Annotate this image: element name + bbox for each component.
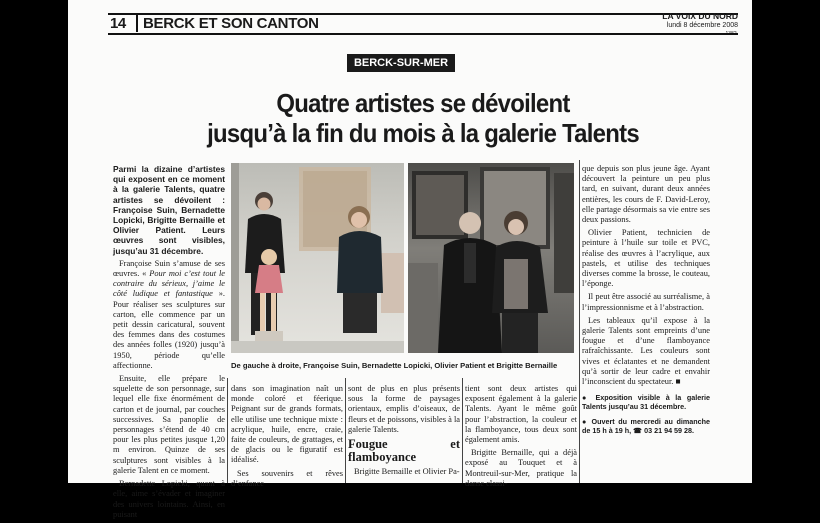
paragraph: Françoise Suin s’amuse de ses œuvres. « Pour moi c’est tout le contraire du sérieux, j’aime le côté ludique et fantastique ». Pour réaliser ses sculptures sur carton, elle commence par un petit dessin caricatural, souvent des femmes dans des costumes des années folles (1920) jusqu’à 1950, période qu’elle affectionne. <box>113 258 225 370</box>
paragraph: Ses souvenirs et rêves d’enfance <box>231 468 343 488</box>
header-bottom-rule <box>108 33 738 35</box>
article-kicker: BERCK-SUR-MER <box>347 54 455 72</box>
headline-line-2: jusqu’à la fin du mois à la galerie Talents <box>207 118 639 148</box>
photo-artists-right <box>408 163 574 353</box>
section-title: BERCK ET SON CANTON <box>143 15 319 32</box>
subheading: Fougue et flamboyance <box>348 437 460 465</box>
paragraph: sont de plus en plus présents sous la forme de paysages orientaux, emplis d’oiseaux, de fleurs et de poissons, visibles à la galerie Talents. <box>348 384 460 434</box>
paragraph: Brigitte Bernaille, qui a déjà exposé au Touquet et à Montreuil-sur-Mer, pratique la danse classi- <box>465 448 577 488</box>
column-rule <box>345 378 346 483</box>
article-column-1 <box>113 164 225 523</box>
article-lede: Parmi la dizaine d’artistes qui exposent en ce moment à la galerie Talents, quatre artistes se dévoilent : Françoise Suin, Bernadette Lopicki, Brigitte Bernaille et Olivier Patient. Leurs œuvres sont visibles, jusqu’au 31 décembre. <box>113 164 225 256</box>
article-column-2 <box>231 384 343 492</box>
paragraph: Les tableaux qu’il expose à la galerie Talents sont empreints d’une fougue et d’une flamboyance rafraîchissante. Les couleurs sont vives et éclatantes et ne demandent qu’à sortir de leur cadre et envahir l’inconscient du spectateur. ■ <box>582 315 710 387</box>
article-column-3 <box>348 384 460 480</box>
column-rule <box>579 160 580 483</box>
issue-date: lundi 8 décembre 2008 <box>666 22 738 29</box>
paragraph: que depuis son plus jeune âge. Ayant découvert la peinture un peu plus tard, en suivant, durant deux années entières, les cours de F. David-Leroy, elle partage désormais sa vie entre ses deux passions. <box>582 164 710 225</box>
page-number: 14 <box>110 15 126 32</box>
paragraph: Olivier Patient, technicien de peinture à l’huile sur toile et PVC, réalise des œuvres à l’acrylique, aux pastels, et utilise des techniques diverses comme la brosse, le couteau, l’éponge. <box>582 228 710 289</box>
column-rule <box>227 378 228 483</box>
paragraph: tient sont deux artistes qui exposent également à la galerie Talents. Ayant le même goût pour l’abstraction, la couleur et la flamboyance, tous deux sont également amis. <box>465 384 577 445</box>
article-column-5 <box>582 164 710 438</box>
article-column-4 <box>465 384 577 492</box>
newspaper-page <box>68 0 752 519</box>
paragraph: Il peut être associé au surréalisme, à l’impressionnisme et à l’abstraction. <box>582 292 710 312</box>
artist-quote: Pour moi c’est tout le contraire du sérieux, j’aime le côté ludique et fantastique <box>113 269 225 299</box>
photo-caption: De gauche à droite, Françoise Suin, Bernadette Lopicki, Olivier Patient et Brigitte Bernaille <box>231 361 558 370</box>
paragraph: Brigitte Bernaille et Olivier Pa- <box>354 467 460 477</box>
opening-hours-info: ● Ouvert du mercredi au dimanche de 15 h à 19 h, ☎ 03 21 94 59 28. <box>582 417 710 436</box>
column-rule <box>462 378 463 483</box>
paragraph: dans son imagination naît un monde coloré et féerique. Peignant sur de grands formats, elle utilise une technique mixte : acrylique, huile, encre, craie, faite de couleurs, de grattages, et de glacis ou le figuratif est idéalisé. <box>231 384 343 465</box>
paragraph: Bernadette Lopicki, quant à elle, aime s’évader et imaginer des univers lointains. Ainsi, en puisant <box>113 479 225 519</box>
newspaper-name: LA VOIX DU NORD <box>662 11 738 21</box>
paragraph: Ensuite, elle prépare le squelette de son personnage, sur lequel elle fixe énormément de carton et de journal, par couches successives. Sa panoplie de personnages s’étend de 40 cm pour les plus petites jusque 1,20 m environ. Quinze de ses sculptures sont visibles à la galerie Talent en ce moment. <box>113 374 225 475</box>
photo-artists-left <box>231 163 404 353</box>
exhibition-info: ● Exposition visible à la galerie Talents jusqu’au 31 décembre. <box>582 393 710 412</box>
article-headline <box>133 88 713 148</box>
headline-line-1: Quatre artistes se dévoilent <box>276 88 570 118</box>
header-separator <box>136 15 138 32</box>
